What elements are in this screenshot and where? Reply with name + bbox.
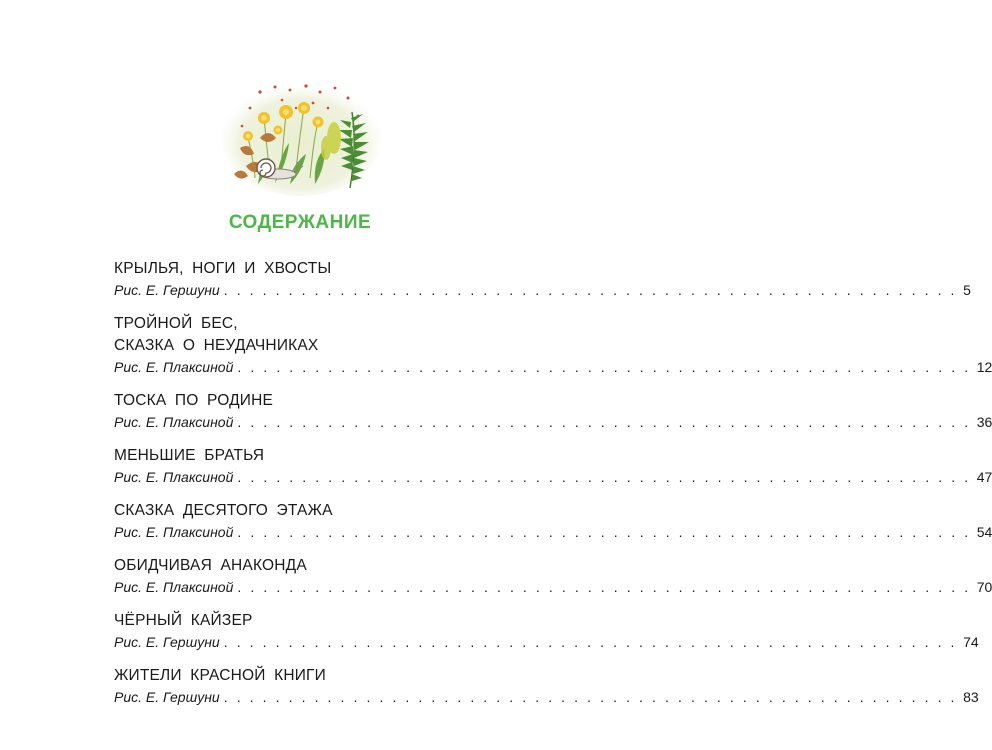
entry-title: СКАЗКА ДЕСЯТОГО ЭТАЖА [114,502,333,519]
meadow-flowers-snail-illustration [220,78,382,196]
entry-credit-line [114,467,992,487]
entry-title: ТОСКА ПО РОДИНЕ [114,392,274,409]
entry-credit-line [114,412,992,432]
entry-title: КРЫЛЬЯ, НОГИ И ХВОСТЫ [114,260,332,277]
dot-leader: . . . . . . . . . . . . . . . . . . . . . . . . . . . . . . . . . . . . . . . . . . . . . . . . . . . . . . . . . [237,469,971,485]
toc-entry [114,258,971,300]
entry-title: СКАЗКА О НЕУДАЧНИКАХ [114,337,319,354]
entry-title: ОБИДЧИВАЯ АНАКОНДА [114,557,307,574]
illustrator-credit: Рис. Е. Плаксиной [114,359,234,375]
dot-leader: . . . . . . . . . . . . . . . . . . . . . . . . . . . . . . . . . . . . . . . . . . . . . . . . . . . . . . . . . [237,359,971,375]
page-number: 5 [963,282,971,298]
page-number: 12 [976,359,992,375]
page-number: 74 [963,634,979,650]
dot-leader: . . . . . . . . . . . . . . . . . . . . . . . . . . . . . . . . . . . . . . . . . . . . . . . . . . . . . . . . . [223,634,958,650]
dot-leader: . . . . . . . . . . . . . . . . . . . . . . . . . . . . . . . . . . . . . . . . . . . . . . . . . . . . . . . . . [223,282,958,298]
page-number: 47 [976,469,992,485]
toc-entry [114,313,992,377]
entry-credit-line [114,577,992,597]
contents-heading: СОДЕРЖАНИЕ [228,212,372,233]
entry-title: МЕНЬШИЕ БРАТЬЯ [114,447,265,464]
illustrator-credit: Рис. Е. Плаксиной [114,414,234,430]
page-number: 83 [963,689,979,705]
entry-title: ЖИТЕЛИ КРАСНОЙ КНИГИ [114,667,326,684]
toc-entry [114,555,992,597]
page-number: 36 [976,414,992,430]
entry-credit-line [114,632,979,652]
dot-leader: . . . . . . . . . . . . . . . . . . . . . . . . . . . . . . . . . . . . . . . . . . . . . . . . . . . . . . . . . [237,579,971,595]
entry-credit-line [114,357,992,377]
entry-credit-line [114,687,979,707]
entry-title: ЧЁРНЫЙ КАЙЗЕР [114,612,253,629]
illustrator-credit: Рис. Е. Гершуни [114,689,220,705]
toc-entry [114,445,992,487]
entry-credit-line [114,522,992,542]
illustrator-credit: Рис. Е. Гершуни [114,634,220,650]
toc-entry [114,390,992,432]
toc-entry [114,665,979,707]
toc-entry [114,610,979,652]
illustrator-credit: Рис. Е. Плаксиной [114,469,234,485]
dot-leader: . . . . . . . . . . . . . . . . . . . . . . . . . . . . . . . . . . . . . . . . . . . . . . . . . . . . . . . . . [237,524,971,540]
toc-entry [114,500,992,542]
illustrator-credit: Рис. Е. Плаксиной [114,579,234,595]
dot-leader: . . . . . . . . . . . . . . . . . . . . . . . . . . . . . . . . . . . . . . . . . . . . . . . . . . . . . . . . . [223,689,958,705]
entry-credit-line [114,280,971,300]
illustrator-credit: Рис. Е. Гершуни [114,282,220,298]
dot-leader: . . . . . . . . . . . . . . . . . . . . . . . . . . . . . . . . . . . . . . . . . . . . . . . . . . . . . . . . . [237,414,971,430]
illustrator-credit: Рис. Е. Плаксиной [114,524,234,540]
entry-title: ТРОЙНОЙ БЕС, [114,315,238,332]
table-of-contents [114,258,992,720]
page-number: 54 [976,524,992,540]
page-number: 70 [976,579,992,595]
